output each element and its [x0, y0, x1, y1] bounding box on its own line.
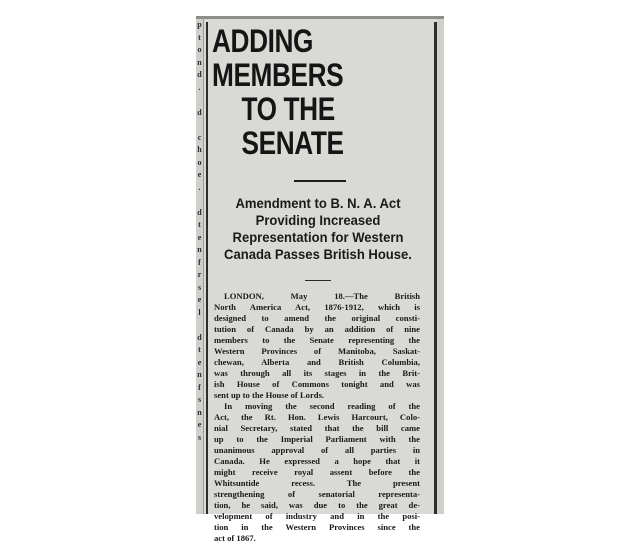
- body-line: chewan, Alberta and British Columbia,: [214, 357, 420, 367]
- body-line: nial Secretary, stated that the bill came: [214, 423, 420, 433]
- body-line: Canada. He expressed a hope that it: [214, 456, 420, 466]
- headline-divider: [294, 180, 346, 182]
- body-line: act of 1867.: [214, 533, 256, 543]
- subhead-divider: [305, 280, 331, 281]
- body-line: sent up to the House of Lords.: [214, 390, 325, 400]
- headline-line-2: TO THE SENATE: [241, 91, 344, 161]
- article: [212, 24, 424, 544]
- body-line: up to the Imperial Parliament with the: [214, 434, 420, 444]
- column-rule-left: [206, 22, 208, 514]
- body-line: velopment of industry and in the posi-: [214, 511, 420, 521]
- adjacent-column-fragment-right: [437, 19, 444, 514]
- body-line: Act, the Rt. Hon. Lewis Harcourt, Colo-: [214, 412, 420, 422]
- body-line: Western Provinces of Manitoba, Saskat-: [214, 346, 420, 356]
- body-line: tution of Canada by an addition of nine: [214, 324, 420, 334]
- subheadline: Amendment to B. N. A. Act Providing Increased Representation for Western Canada Passes British House.: [224, 196, 412, 263]
- body-line: was through all its stages in the Brit-: [214, 368, 420, 378]
- body-line: LONDON, May 18.—The British: [224, 291, 420, 301]
- clipping-top-edge: [196, 16, 444, 19]
- body-line: Whitsuntide recess. The present: [214, 478, 420, 488]
- body-line: unanimous approval of all parties in: [214, 445, 420, 455]
- body-line: members to the Senate representing the: [214, 335, 420, 345]
- headline: [212, 24, 425, 160]
- article-body: [214, 291, 420, 544]
- body-line: strengthening of senatorial representa-: [214, 489, 420, 499]
- body-line: designed to amend the original consti-: [214, 313, 420, 323]
- body-line: tion in the Western Provinces since the: [214, 522, 420, 532]
- body-line: In moving the second reading of the: [224, 401, 420, 411]
- newspaper-clipping: [196, 16, 444, 543]
- body-line: tion, he said, was due to the great de-: [214, 500, 420, 510]
- adjacent-column-fragment: p t o n d . d c h o e . d t e n f r s e l d t e n f s n e s: [196, 19, 204, 514]
- headline-line-1: ADDING MEMBERS: [212, 23, 344, 93]
- body-line: North America Act, 1876-1912, which is: [214, 302, 420, 312]
- body-line: might receive royal assent before the: [214, 467, 420, 477]
- body-line: ish House of Commons tonight and was: [214, 379, 420, 389]
